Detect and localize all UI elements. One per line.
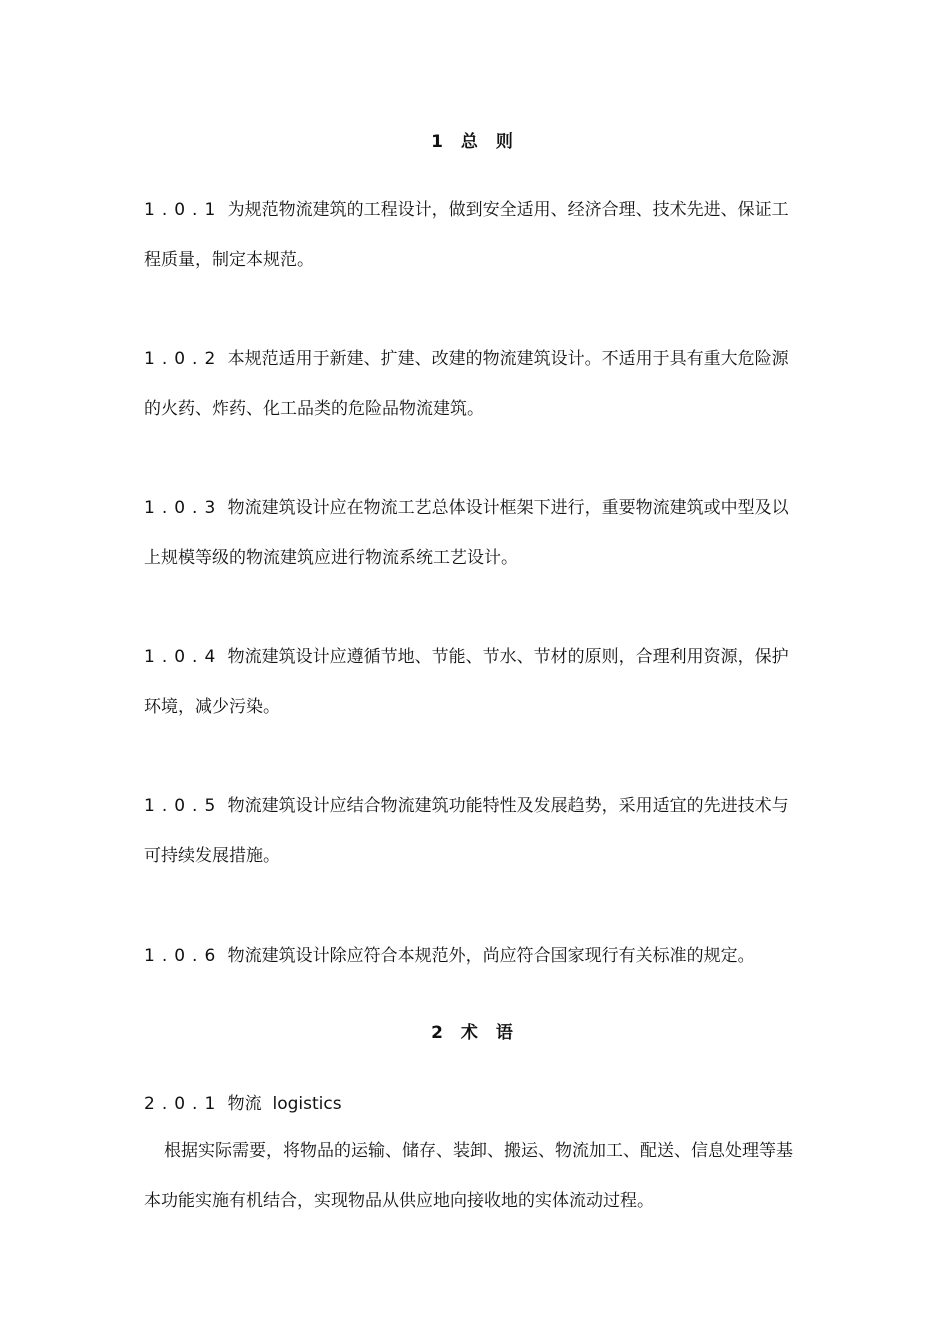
clause-line: 程质量，制定本规范。 [144, 250, 314, 270]
term-name-en: logistics [272, 1094, 342, 1114]
clause-number: 1.0.1 [144, 200, 223, 220]
term-2-0-1-definition [144, 1126, 824, 1226]
definition-line: 根据实际需要，将物品的运输、储存、装卸、搬运、物流加工、配送、信息处理等基 [164, 1141, 793, 1161]
clause-1-0-3 [144, 483, 810, 583]
term-name-cn: 物流 [227, 1094, 262, 1114]
clause-1-0-5 [144, 781, 810, 881]
clause-text: 物流建筑设计应在物流工艺总体设计框架下进行，重要物流建筑或中型及以 [227, 498, 789, 518]
clause-line: 环境，减少污染。 [144, 697, 280, 717]
clause-line [144, 632, 810, 682]
clause-1-0-1 [144, 185, 810, 285]
clause-1-0-2 [144, 334, 810, 434]
clause-text: 本规范适用于新建、扩建、改建的物流建筑设计。不适用于具有重大危险源 [227, 349, 789, 369]
definition-line: 本功能实施有机结合，实现物品从供应地向接收地的实体流动过程。 [144, 1191, 654, 1211]
clause-line [144, 483, 810, 533]
clause-text: 物流建筑设计除应符合本规范外，尚应符合国家现行有关标准的规定。 [227, 946, 755, 966]
term-2-0-1-title [144, 1089, 342, 1114]
clause-line [144, 185, 810, 235]
clause-line [144, 334, 810, 384]
clause-number: 1.0.3 [144, 498, 223, 518]
clause-text: 为规范物流建筑的工程设计，做到安全适用、经济合理、技术先进、保证工 [227, 200, 789, 220]
clause-line: 可持续发展措施。 [144, 846, 280, 866]
clause-line [144, 781, 810, 831]
chapter-1-heading: 1 总 则 [431, 132, 519, 152]
clause-number: 1.0.5 [144, 796, 223, 816]
clause-number: 1.0.2 [144, 349, 223, 369]
clause-line [144, 931, 810, 981]
term-number: 2.0.1 [144, 1094, 223, 1114]
clause-number: 1.0.6 [144, 946, 223, 966]
clause-text: 物流建筑设计应结合物流建筑功能特性及发展趋势，采用适宜的先进技术与 [227, 796, 789, 816]
clause-text: 物流建筑设计应遵循节地、节能、节水、节材的原则，合理利用资源，保护 [227, 647, 789, 667]
chapter-2-heading: 2 术 语 [431, 1023, 519, 1043]
clause-1-0-4 [144, 632, 810, 732]
clause-line: 上规模等级的物流建筑应进行物流系统工艺设计。 [144, 548, 518, 568]
clause-number: 1.0.4 [144, 647, 223, 667]
clause-1-0-6 [144, 931, 810, 981]
clause-line: 的火药、炸药、化工品类的危险品物流建筑。 [144, 399, 484, 419]
